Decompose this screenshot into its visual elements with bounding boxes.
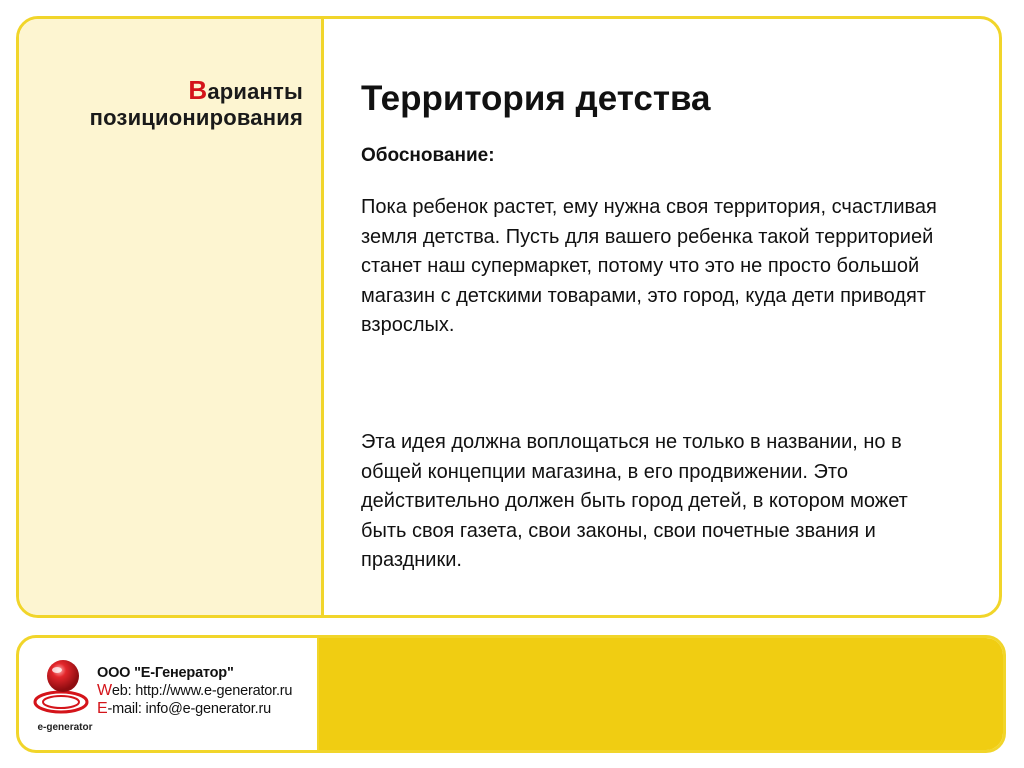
paragraph-concept: Эта идея должна воплощаться не только в названии, но в общей концепции магазина, в его продвижении. Это действительно должен быть город детей, в котором может быть своя газета, свои законы, свои почетные звания и праздники. (361, 431, 908, 572)
logo-wordmark: e-generator (37, 722, 93, 733)
email-letter: E (97, 700, 108, 717)
contact-email[interactable] (97, 700, 292, 718)
paragraph-rationale: Пока ребенок растет, ему нужна своя территория, счастливая земля детства. Пусть для вашего ребенка такой территорией станет наш супермаркет, потому что это не просто большой магазин с детскими товарами, это город, куда дети приводят взрослых. (361, 196, 937, 337)
company-logo (27, 650, 99, 738)
heading-first-letter: В (188, 75, 208, 105)
company-name: ООО "Е-Генератор" (97, 665, 234, 681)
slide-frame (16, 16, 1002, 618)
sidebar-panel (19, 19, 324, 615)
web-letter: W (97, 682, 112, 699)
footer-yellow-band (319, 638, 1003, 750)
heading-line1-rest: арианты (207, 79, 303, 104)
slide-subtitle: Обоснование: (361, 145, 495, 166)
contact-block (97, 664, 292, 718)
section-heading (90, 77, 303, 131)
logo-sphere-icon (27, 650, 99, 722)
email-address: -mail: info@e-generator.ru (107, 701, 271, 717)
web-url: eb: http://www.e-generator.ru (111, 683, 293, 699)
contact-web[interactable] (97, 682, 292, 700)
slide-title: Территория детства (361, 79, 711, 118)
footer (16, 635, 1006, 753)
heading-line2: позиционирования (89, 105, 303, 130)
